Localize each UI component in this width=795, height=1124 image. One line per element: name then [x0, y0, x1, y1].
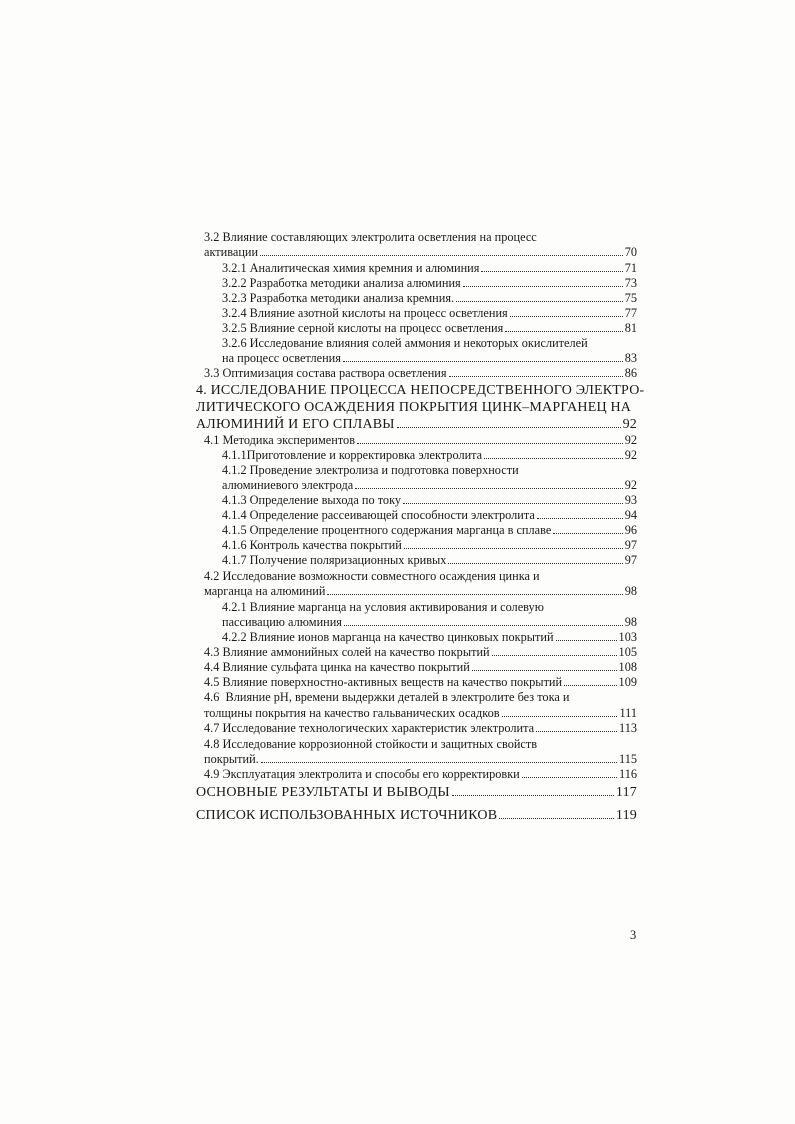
page-number: 3	[630, 928, 637, 942]
toc-entry-text: СПИСОК ИСПОЛЬЗОВАННЫХ ИСТОЧНИКОВ	[196, 808, 498, 823]
toc-entry-text: 4.1.4 Определение рассеивающей способности электролита	[222, 508, 535, 522]
toc-entry-text: пассивацию алюминия	[222, 615, 342, 629]
toc-entry-4-9	[204, 767, 637, 782]
toc-page-number: 97	[624, 538, 637, 552]
toc-entry-text: 3.2.2 Разработка методики анализа алюминия	[222, 276, 461, 290]
toc-entry-text: 4.6 Влияние рН, времени выдержки деталей в электролите без тока и	[204, 690, 570, 704]
toc-entry-text: 3.2.1 Аналитическая химия кремния и алюминия	[222, 261, 480, 275]
toc-entry-text: 3.2.3 Разработка методики анализа кремния.	[222, 291, 455, 305]
toc-entry-4-4	[204, 660, 637, 675]
toc-page-number: 71	[624, 261, 637, 275]
toc-entry-4-1-3	[222, 493, 637, 508]
toc-entry-text: 4.4 Влияние сульфата цинка на качество покрытий	[204, 660, 470, 674]
toc-page-number: 83	[624, 351, 637, 365]
toc-page-number: 97	[624, 553, 637, 567]
toc-entry-results	[196, 784, 637, 801]
toc-entry-text: 4.8 Исследование коррозионной стойкости и защитных свойств	[204, 737, 538, 751]
toc-entry-text: марганца на алюминий	[204, 584, 326, 598]
toc-entry-text: 4.2 Исследование возможности совместного осаждения цинка и	[204, 569, 540, 583]
toc-entry-text: 4.1.2 Проведение электролиза и подготовка поверхности	[222, 463, 519, 477]
toc-entry-4-2-2	[222, 630, 637, 645]
toc-entry-4-1-1	[222, 448, 637, 463]
toc-entry-text: 4.3 Влияние аммонийных солей на качество покрытий	[204, 645, 490, 659]
toc-entry-text: на процесс осветления	[222, 351, 341, 365]
toc-entry-text: толщины покрытия на качество гальванических осадков	[204, 706, 500, 720]
toc-entry-text: 3.2 Влияние составляющих электролита осветления на процесс	[204, 230, 537, 244]
toc-entry-text: 3.2.4 Влияние азотной кислоты на процесс осветления	[222, 306, 508, 320]
toc-page-number: 108	[618, 660, 637, 674]
toc-page-number: 70	[624, 245, 637, 259]
toc-page-number: 93	[624, 493, 637, 507]
toc-entry-3-2-3	[222, 291, 637, 306]
toc-entry-4-5	[204, 675, 637, 690]
toc-page-number: 77	[624, 306, 637, 320]
toc-page-number: 117	[615, 785, 637, 800]
toc-entry-text: 3.2.5 Влияние серной кислоты на процесс осветления	[222, 321, 504, 335]
toc-page-number: 116	[619, 767, 637, 781]
toc-page-number: 109	[618, 675, 637, 689]
toc-entry-text: 4.7 Исследование технологических характеристик электролита	[204, 721, 535, 735]
toc-page-number: 81	[624, 321, 637, 335]
toc-page-number: 92	[624, 433, 637, 447]
toc-page-number: 103	[618, 630, 637, 644]
toc-page-number: 115	[619, 752, 637, 766]
toc-entry-4-1-4	[222, 508, 637, 523]
toc-entry-3-2-4	[222, 306, 637, 321]
toc-entry-references	[196, 807, 637, 824]
toc-entry-4-1-7	[222, 553, 637, 568]
toc-entry-4-1-5	[222, 523, 637, 538]
toc-page-number: 73	[624, 276, 637, 290]
toc-entry-text: активации	[204, 245, 259, 259]
toc-entry-text: АЛЮМИНИЙ И ЕГО СПЛАВЫ	[196, 417, 395, 432]
toc-page-number: 92	[624, 448, 637, 462]
toc-entry-text: алюминиевого электрода	[222, 478, 354, 492]
toc-entry-3-3	[204, 366, 637, 381]
toc-page-number: 75	[624, 291, 637, 305]
toc-page-number: 111	[619, 706, 637, 720]
toc-page-number: 119	[615, 808, 637, 823]
toc-entry-3-2-2	[222, 276, 637, 291]
toc-entry-text: покрытий.	[204, 752, 259, 766]
toc-page-number: 98	[624, 584, 637, 598]
toc-entry-text: 4.2.1 Влияние марганца на условия активирования и солевую	[222, 600, 544, 614]
toc-entry-text: 4.1.1Приготовление и корректировка электролита	[222, 448, 483, 462]
toc-entry-text: 4. ИССЛЕДОВАНИЕ ПРОЦЕССА НЕПОСРЕДСТВЕННОГО ЭЛЕКТРО-	[196, 383, 645, 398]
toc-entry-text: 3.2.6 Исследование влияния солей аммония и некоторых окислителей	[222, 336, 588, 350]
toc-entry-4-1	[204, 433, 637, 448]
toc-entry-4-3	[204, 645, 637, 660]
toc-page-number: 98	[624, 615, 637, 629]
toc-page-number: 86	[624, 366, 637, 380]
toc-entry-4-7	[204, 721, 637, 736]
toc-page-number: 94	[624, 508, 637, 522]
toc-entry-3-2-1	[222, 261, 637, 276]
toc-page-number: 96	[624, 523, 637, 537]
toc-entry-text: 4.2.2 Влияние ионов марганца на качество цинковых покрытий	[222, 630, 554, 644]
toc-entry-text: 4.1.3 Определение выхода по току	[222, 493, 402, 507]
toc-entry-text: 4.9 Эксплуатация электролита и способы его корректировки	[204, 767, 520, 781]
toc-entry-4-1-6	[222, 538, 637, 553]
toc-entry-text: ОСНОВНЫЕ РЕЗУЛЬТАТЫ И ВЫВОДЫ	[196, 785, 450, 800]
toc-page-number: 105	[618, 645, 637, 659]
toc-entry-text: 4.1 Методика экспериментов	[204, 433, 355, 447]
toc-page-number: 113	[619, 721, 637, 735]
toc-entry-3-2-5	[222, 321, 637, 336]
toc-page-number: 92	[622, 417, 637, 432]
toc-page-number: 92	[624, 478, 637, 492]
toc-entry-text: ЛИТИЧЕСКОГО ОСАЖДЕНИЯ ПОКРЫТИЯ ЦИНК–МАРГАНЕЦ НА	[196, 400, 632, 415]
toc-entry-text: 4.1.7 Получение поляризационных кривых	[222, 553, 447, 567]
toc-entry-text: 4.5 Влияние поверхностно-активных веществ на качество покрытий	[204, 675, 563, 689]
toc-entry-text: 3.3 Оптимизация состава раствора осветления	[204, 366, 447, 380]
toc-entry-text: 4.1.6 Контроль качества покрытий	[222, 538, 402, 552]
toc-entry-text: 4.1.5 Определение процентного содержания марганца в сплаве	[222, 523, 552, 537]
